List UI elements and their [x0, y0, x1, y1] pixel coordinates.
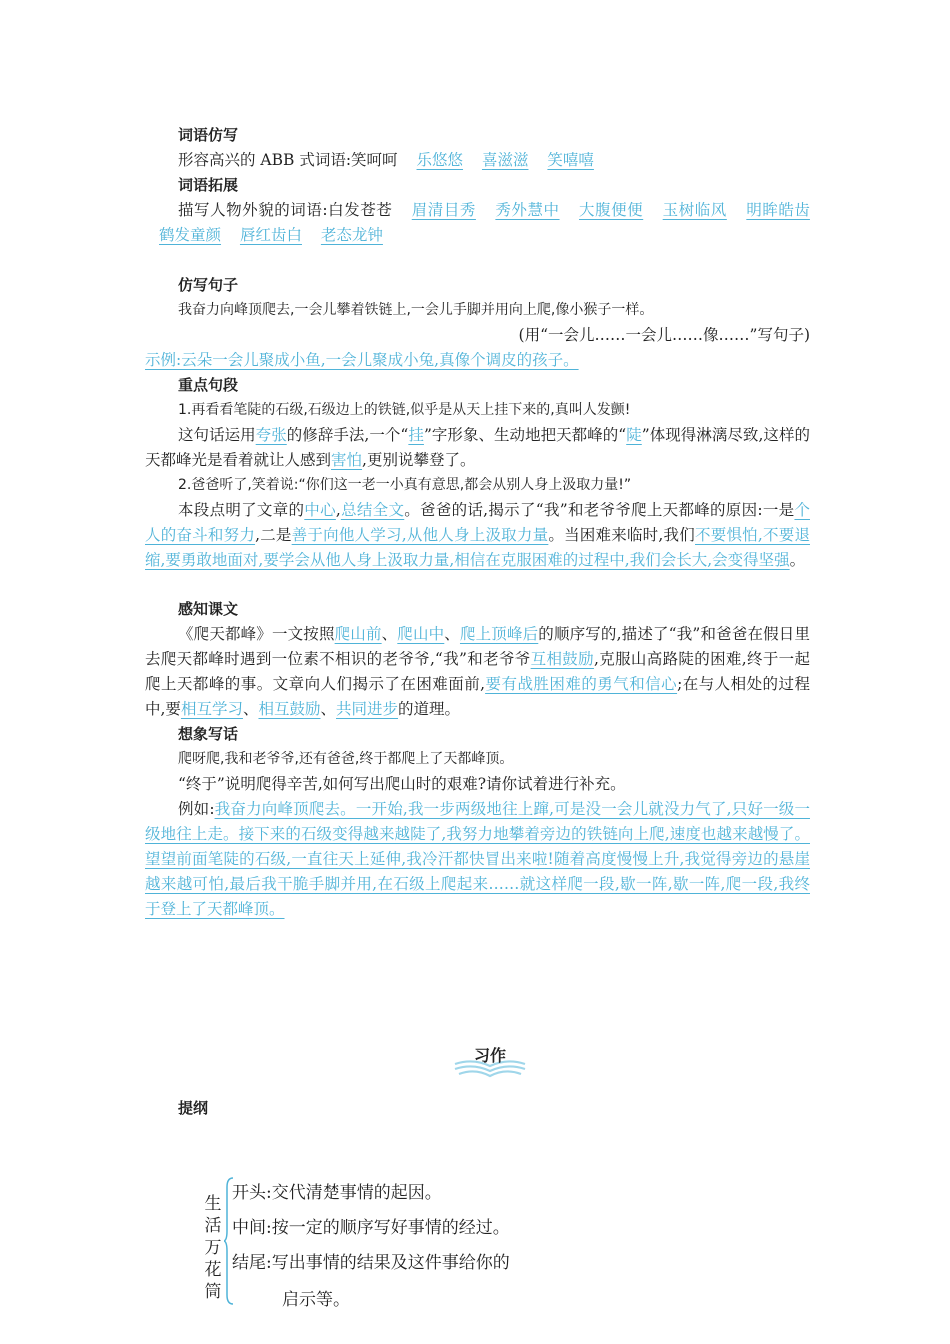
answer-blank: 中心 — [304, 501, 336, 519]
composition-outline — [200, 1175, 620, 1315]
section-heading: 词语仿写 — [178, 126, 239, 144]
answer-word: 鹤发童颜 — [159, 226, 222, 244]
answer-blank: 要有战胜困难的勇气和信心 — [485, 675, 678, 693]
answer-sentence: 示例:云朵一会儿聚成小鱼,一会儿聚成小兔,真像个调皮的孩子。 — [145, 351, 579, 369]
answer-word: 秀外慧中 — [495, 201, 560, 219]
composition-title: 习作 — [445, 1040, 535, 1080]
section-heading: 感知课文 — [178, 600, 239, 618]
answer-blank: 爬山中 — [397, 625, 445, 643]
writing-sentence: 爬呀爬,我和老爷爷,还有爸爸,终于都爬上了天都峰顶。 — [178, 751, 514, 767]
answer-blank: 相互鼓励 — [258, 700, 321, 718]
answer-blank: 害怕 — [331, 451, 363, 469]
answer-word: 乐悠悠 — [416, 151, 464, 169]
answer-blank: 不要惧怕,不要退缩,要勇敢地面对,要学会从他人身上汲取力量,相信在克服困难的过程中,我们会长大,会变得坚强 — [145, 526, 810, 569]
answer-blank: 夸张 — [255, 426, 287, 444]
answer-blank: 爬上顶峰后 — [459, 625, 539, 643]
answer-word: 明眸皓齿 — [746, 201, 810, 219]
answer-blank: 挂 — [408, 426, 424, 444]
sentence-hint: (用“一会儿……一会儿……像……”写句子) — [518, 326, 810, 344]
word-expansion-line: 描写人物外貌的词语:白发苍苍 眉清目秀 秀外慧中 大腹便便 玉树临风 明眸皓齿 鹤发童颜 唇红齿白 老态龙钟 — [159, 201, 810, 244]
answer-blank: 陡 — [626, 426, 642, 444]
outline-topic: 生 活 万 花 筒 — [204, 1194, 222, 1302]
example-sentence: 我奋力向峰顶爬去,一会儿攀着铁链上,一会儿手脚并用向上爬,像小猴子一样。 — [178, 302, 654, 318]
answer-blank: 相互学习 — [180, 700, 243, 718]
section-text-perception — [145, 597, 810, 722]
answer-word: 老态龙钟 — [320, 226, 383, 244]
answer-blank: 互相鼓励 — [530, 650, 594, 668]
answer-blank: 爬山前 — [334, 625, 382, 643]
text-summary: 《爬天都峰》一文按照爬山前、爬山中、爬上顶峰后的顺序写的,描述了“我”和爸爸在假日里去爬天都峰时遇到一位素不相识的老爷爷,“我”和老爷爷互相鼓励,克服山高路陡的困难,终于一起爬上天都峰的事。文章向人们揭示了在困难面前,要有战胜困难的勇气和信心;在与人相处的过程中,要相互学习、相互鼓励、共同进步的道理。 — [145, 625, 810, 718]
outline-row-end: 结尾:写出事情的结果及这件事给你的 — [232, 1253, 510, 1273]
word-imitation-line: 形容高兴的 ABB 式词语:笑呵呵 乐悠悠 喜滋滋 笑嘻嘻 — [178, 151, 594, 169]
outline-row-end-continued: 启示等。 — [282, 1290, 350, 1310]
answer-word: 笑嘻嘻 — [547, 151, 594, 169]
passage-analysis: 本段点明了文章的中心,总结全文。爸爸的话,揭示了“我”和老爷爷爬上天都峰的原因:一是个人的奋斗和努力,二是善于向他人学习,从他人身上汲取力量。当困难来临时,我们不要惧怕,不要退缩,要勇敢地面对,要学会从他人身上汲取力量,相信在克服困难的过程中,我们会长大,会变得坚强。 — [145, 501, 810, 569]
outline-row-middle: 中间:按一定的顺序写好事情的经过。 — [232, 1218, 510, 1238]
section-heading: 重点句段 — [178, 376, 239, 394]
passage-quote: 1.再看看笔陡的石级,石级边上的铁链,似乎是从天上挂下来的,真叫人发颤! — [178, 402, 631, 418]
outline-label: 提纲 — [178, 1099, 209, 1117]
outline-row-start: 开头:交代清楚事情的起因。 — [232, 1183, 442, 1203]
answer-blank: 总结全文 — [340, 501, 405, 519]
answer-word: 唇红齿白 — [239, 226, 302, 244]
section-imaginative-writing — [145, 722, 810, 922]
passage-analysis: 这句话运用夸张的修辞手法,一个“挂”字形象、生动地把天都峰的“陡”体现得淋漓尽致,这样的天都峰光是看着就让人感到害怕,更别说攀登了。 — [145, 426, 810, 469]
answer-blank: 善于向他人学习,从他人身上汲取力量 — [291, 526, 549, 544]
section-heading: 词语拓展 — [178, 176, 239, 194]
answer-word: 眉清目秀 — [411, 201, 476, 219]
section-heading: 想象写话 — [178, 725, 239, 743]
section-key-passages — [145, 373, 810, 573]
section-sentence-imitation — [145, 273, 810, 373]
answer-blank: 共同进步 — [336, 700, 399, 718]
writing-question: “终于”说明爬得辛苦,如何写出爬山时的艰难?请你试着进行补充。 — [178, 775, 626, 793]
answer-word: 大腹便便 — [579, 201, 644, 219]
answer-word: 玉树临风 — [662, 201, 727, 219]
passage-quote: 2.爸爸听了,笑着说:“你们这一老一小真有意思,都会从别人身上汲取力量!” — [178, 477, 632, 493]
section-heading: 仿写句子 — [178, 276, 239, 294]
answer-word: 喜滋滋 — [481, 151, 529, 169]
section-word-expansion — [145, 173, 810, 248]
section-word-imitation — [145, 123, 810, 173]
answer-paragraph: 我奋力向峰顶爬去。一开始,我一步两级地往上蹿,可是没一会儿就没力气了,只好一级一级地往上走。接下来的石级变得越来越陡了,我努力地攀着旁边的铁链向上爬,速度也越来越慢了。望望前面笔陡的石级,一直往天上延伸,我冷汗都快冒出来啦!随着高度慢慢上升,我觉得旁边的悬崖越来越可怕,最后我干脆手脚并用,在石级上爬起来……就这样爬一段,歇一阵,歇一阵,爬一段,我终于登上了天都峰顶。 — [145, 800, 810, 918]
answer-blank: 个人的奋斗和努力 — [145, 501, 810, 544]
writing-example: 例如:我奋力向峰顶爬去。一开始,我一步两级地往上蹿,可是没一会儿就没力气了,只好一级一级地往上走。接下来的石级变得越来越陡了,我努力地攀着旁边的铁链向上爬,速度也越来越慢了。望望前面笔陡的石级,一直往天上延伸,我冷汗都快冒出来啦!随着高度慢慢上升,我觉得旁边的悬崖越来越可怕,最后我干脆手脚并用,在石级上爬起来……就这样爬一段,歇一阵,歇一阵,爬一段,我终于登上了天都峰顶。 — [145, 800, 810, 918]
